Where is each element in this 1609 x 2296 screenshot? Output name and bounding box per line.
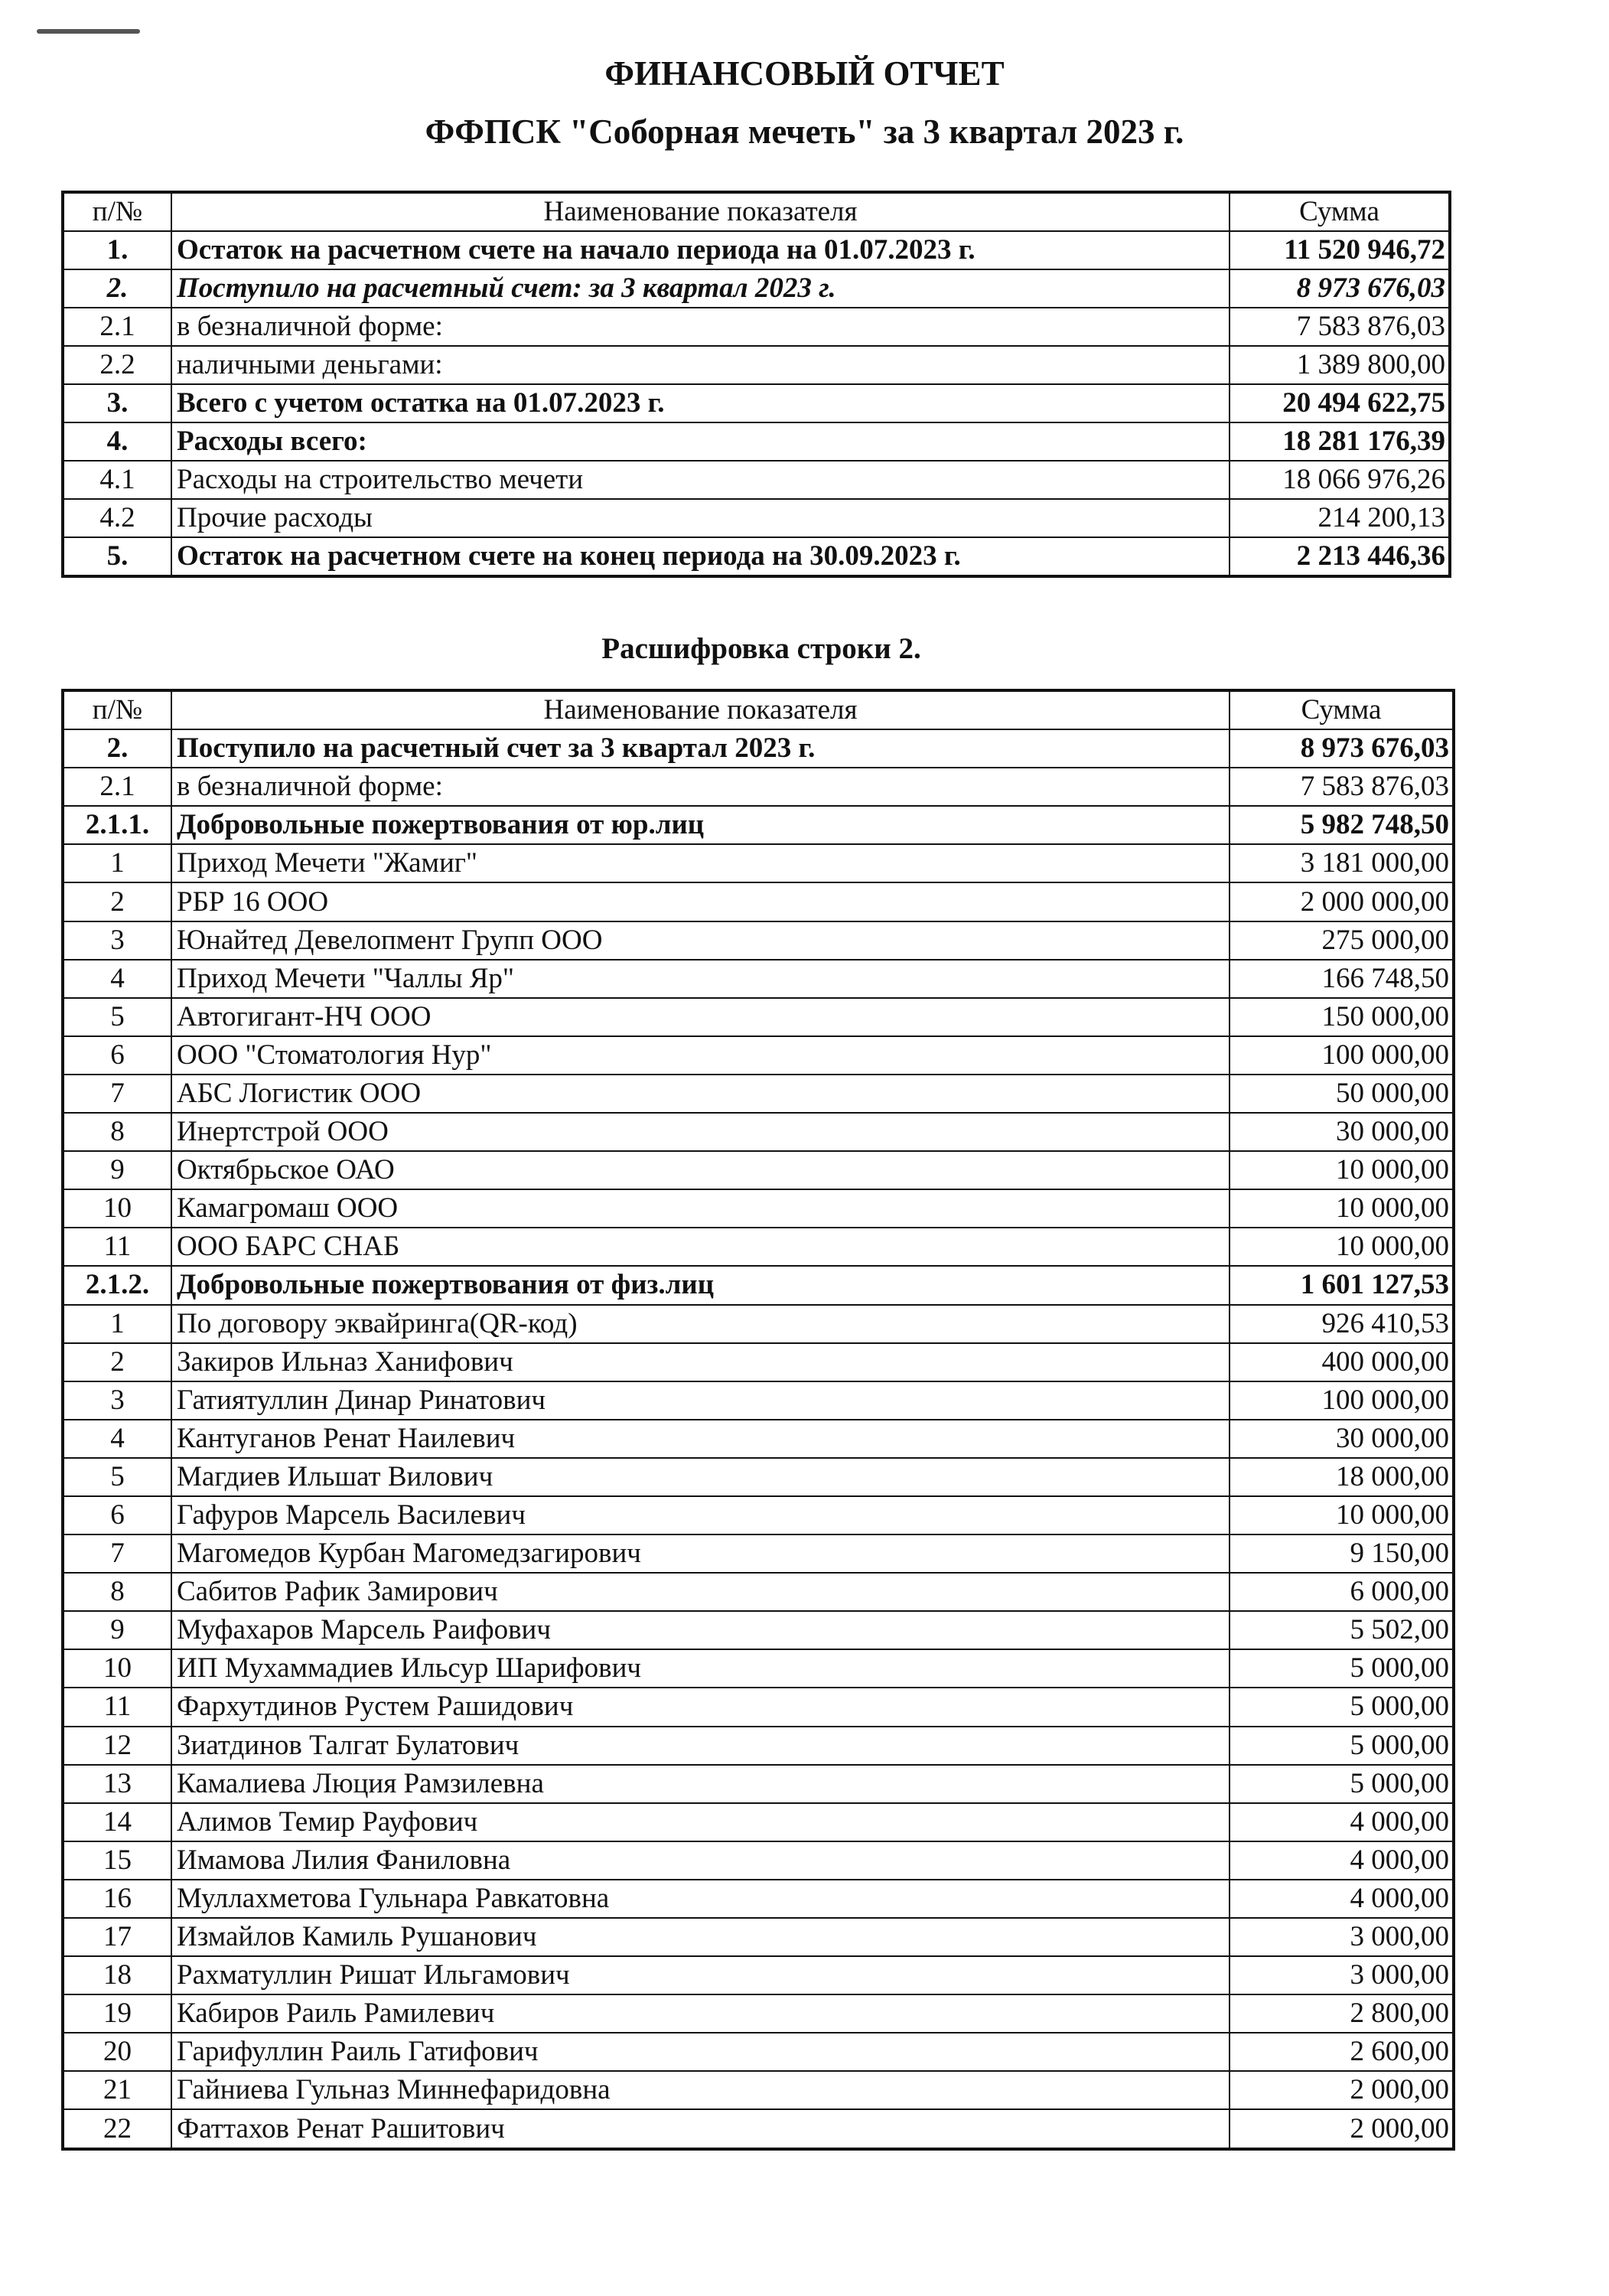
table-row bbox=[63, 1688, 1454, 1726]
row-number: 4.1 bbox=[63, 461, 171, 499]
row-name: наличными деньгами: bbox=[171, 346, 1230, 384]
row-number: 22 bbox=[63, 2109, 171, 2148]
row-number: 2.1.1. bbox=[63, 806, 171, 844]
table-row bbox=[63, 1611, 1454, 1649]
row-number: 17 bbox=[63, 1918, 171, 1956]
table-row bbox=[63, 1994, 1454, 2033]
table-row bbox=[63, 269, 1450, 308]
table-row bbox=[63, 768, 1454, 806]
row-sum: 2 000,00 bbox=[1230, 2109, 1454, 2148]
row-name: Измайлов Камиль Рушанович bbox=[171, 1918, 1230, 1956]
row-sum: 9 150,00 bbox=[1230, 1534, 1454, 1573]
row-sum: 214 200,13 bbox=[1230, 499, 1450, 537]
row-number: 5 bbox=[63, 998, 171, 1036]
table-row bbox=[63, 1534, 1454, 1573]
row-sum: 926 410,53 bbox=[1230, 1305, 1454, 1343]
table-row bbox=[63, 1956, 1454, 1994]
row-name: Имамова Лилия Фаниловна bbox=[171, 1841, 1230, 1880]
table-row bbox=[63, 1151, 1454, 1189]
row-sum: 20 494 622,75 bbox=[1230, 384, 1450, 422]
row-name: Кабиров Раиль Рамилевич bbox=[171, 1994, 1230, 2033]
row-number: 4. bbox=[63, 422, 171, 461]
row-name: Поступило на расчетный счет: за 3 квартал 2023 г. bbox=[171, 269, 1230, 308]
row-number: 15 bbox=[63, 1841, 171, 1880]
row-number: 13 bbox=[63, 1765, 171, 1803]
row-sum: 100 000,00 bbox=[1230, 1381, 1454, 1420]
row-number: 4 bbox=[63, 1420, 171, 1458]
row-name: Закиров Ильназ Ханифович bbox=[171, 1343, 1230, 1381]
table-row bbox=[63, 729, 1454, 768]
table-row bbox=[63, 806, 1454, 844]
row-number: 3 bbox=[63, 921, 171, 960]
table-row bbox=[63, 1075, 1454, 1113]
row-sum: 4 000,00 bbox=[1230, 1803, 1454, 1841]
row-sum: 150 000,00 bbox=[1230, 998, 1454, 1036]
row-name: Гайниева Гульназ Миннефаридовна bbox=[171, 2071, 1230, 2109]
table-row bbox=[63, 1727, 1454, 1765]
row-sum: 18 066 976,26 bbox=[1230, 461, 1450, 499]
row-number: 18 bbox=[63, 1956, 171, 1994]
row-sum: 275 000,00 bbox=[1230, 921, 1454, 960]
row-name: Кантуганов Ренат Наилевич bbox=[171, 1420, 1230, 1458]
row-number: 10 bbox=[63, 1649, 171, 1688]
row-name: Муллахметова Гульнара Равкатовна bbox=[171, 1880, 1230, 1918]
table-row bbox=[63, 1880, 1454, 1918]
row-name: ООО БАРС СНАБ bbox=[171, 1228, 1230, 1266]
row-name: Инертстрой ООО bbox=[171, 1113, 1230, 1151]
row-name: Поступило на расчетный счет за 3 квартал 2023 г. bbox=[171, 729, 1230, 768]
row-sum: 7 583 876,03 bbox=[1230, 308, 1450, 346]
row-name: Добровольные пожертвования от физ.лиц bbox=[171, 1266, 1230, 1304]
table-row bbox=[63, 1420, 1454, 1458]
row-name: Приход Мечети "Чаллы Яр" bbox=[171, 960, 1230, 998]
row-name: Гатиятуллин Динар Ринатович bbox=[171, 1381, 1230, 1420]
row-sum: 100 000,00 bbox=[1230, 1036, 1454, 1075]
row-sum: 5 000,00 bbox=[1230, 1765, 1454, 1803]
row-number: 14 bbox=[63, 1803, 171, 1841]
row-name: Фархутдинов Рустем Рашидович bbox=[171, 1688, 1230, 1726]
row-sum: 2 000 000,00 bbox=[1230, 882, 1454, 921]
row-name: Магомедов Курбан Магомедзагирович bbox=[171, 1534, 1230, 1573]
row-sum: 5 982 748,50 bbox=[1230, 806, 1454, 844]
section-heading: Расшифровка строки 2. bbox=[601, 632, 921, 665]
table-row bbox=[63, 2033, 1454, 2071]
row-number: 12 bbox=[63, 1727, 171, 1765]
row-name: Прочие расходы bbox=[171, 499, 1230, 537]
row-name: в безналичной форме: bbox=[171, 308, 1230, 346]
row-number: 2.2 bbox=[63, 346, 171, 384]
row-sum: 1 389 800,00 bbox=[1230, 346, 1450, 384]
row-sum: 2 600,00 bbox=[1230, 2033, 1454, 2071]
row-sum: 5 000,00 bbox=[1230, 1649, 1454, 1688]
row-name: Рахматуллин Ришат Ильгамович bbox=[171, 1956, 1230, 1994]
row-name: Расходы всего: bbox=[171, 422, 1230, 461]
table-row bbox=[63, 384, 1450, 422]
table-row bbox=[63, 346, 1450, 384]
row-name: Автогигант-НЧ ООО bbox=[171, 998, 1230, 1036]
row-number: 2. bbox=[63, 269, 171, 308]
row-sum: 4 000,00 bbox=[1230, 1880, 1454, 1918]
table-row bbox=[63, 1458, 1454, 1496]
table-row bbox=[63, 422, 1450, 461]
row-sum: 3 000,00 bbox=[1230, 1918, 1454, 1956]
row-number: 2.1.2. bbox=[63, 1266, 171, 1304]
row-name: Камагромаш ООО bbox=[171, 1189, 1230, 1228]
table-row bbox=[63, 1036, 1454, 1075]
scan-artifact-mark bbox=[37, 29, 140, 34]
report-subtitle: ФФПСК "Соборная мечеть" за 3 квартал 2023 г. bbox=[425, 113, 1184, 151]
row-number: 9 bbox=[63, 1151, 171, 1189]
breakdown-table bbox=[61, 689, 1455, 2151]
row-number: 5 bbox=[63, 1458, 171, 1496]
row-number: 8 bbox=[63, 1113, 171, 1151]
row-name: АБС Логистик ООО bbox=[171, 1075, 1230, 1113]
row-sum: 10 000,00 bbox=[1230, 1228, 1454, 1266]
row-name: в безналичной форме: bbox=[171, 768, 1230, 806]
row-number: 6 bbox=[63, 1496, 171, 1534]
row-sum: 5 000,00 bbox=[1230, 1727, 1454, 1765]
row-number: 7 bbox=[63, 1075, 171, 1113]
row-name: Магдиев Ильшат Вилович bbox=[171, 1458, 1230, 1496]
row-number: 2. bbox=[63, 729, 171, 768]
table-row bbox=[63, 1305, 1454, 1343]
row-name: Всего с учетом остатка на 01.07.2023 г. bbox=[171, 384, 1230, 422]
row-sum: 2 213 446,36 bbox=[1230, 537, 1450, 576]
row-sum: 7 583 876,03 bbox=[1230, 768, 1454, 806]
row-number: 6 bbox=[63, 1036, 171, 1075]
table-row bbox=[63, 231, 1450, 269]
table-header-row bbox=[63, 192, 1450, 231]
table-row bbox=[63, 1228, 1454, 1266]
table-row bbox=[63, 1649, 1454, 1688]
table-row bbox=[63, 1803, 1454, 1841]
row-sum: 18 281 176,39 bbox=[1230, 422, 1450, 461]
header-sum: Сумма bbox=[1230, 192, 1450, 231]
table-row bbox=[63, 921, 1454, 960]
row-number: 2.1 bbox=[63, 768, 171, 806]
row-number: 16 bbox=[63, 1880, 171, 1918]
row-sum: 11 520 946,72 bbox=[1230, 231, 1450, 269]
row-sum: 18 000,00 bbox=[1230, 1458, 1454, 1496]
row-number: 8 bbox=[63, 1573, 171, 1611]
table-row bbox=[63, 499, 1450, 537]
table-row bbox=[63, 960, 1454, 998]
row-number: 1. bbox=[63, 231, 171, 269]
row-number: 4.2 bbox=[63, 499, 171, 537]
row-number: 4 bbox=[63, 960, 171, 998]
header-name: Наименование показателя bbox=[171, 690, 1230, 729]
table-row bbox=[63, 461, 1450, 499]
row-sum: 2 000,00 bbox=[1230, 2071, 1454, 2109]
row-number: 21 bbox=[63, 2071, 171, 2109]
row-sum: 5 502,00 bbox=[1230, 1611, 1454, 1649]
row-number: 1 bbox=[63, 1305, 171, 1343]
row-sum: 8 973 676,03 bbox=[1230, 269, 1450, 308]
header-number: п/№ bbox=[63, 192, 171, 231]
row-sum: 3 000,00 bbox=[1230, 1956, 1454, 1994]
row-name: Добровольные пожертвования от юр.лиц bbox=[171, 806, 1230, 844]
row-name: Октябрьское ОАО bbox=[171, 1151, 1230, 1189]
row-name: РБР 16 ООО bbox=[171, 882, 1230, 921]
table-row bbox=[63, 1113, 1454, 1151]
row-number: 7 bbox=[63, 1534, 171, 1573]
row-sum: 10 000,00 bbox=[1230, 1496, 1454, 1534]
row-sum: 10 000,00 bbox=[1230, 1151, 1454, 1189]
table-row bbox=[63, 844, 1454, 882]
row-sum: 50 000,00 bbox=[1230, 1075, 1454, 1113]
row-number: 3. bbox=[63, 384, 171, 422]
row-name: Гарифуллин Раиль Гатифович bbox=[171, 2033, 1230, 2071]
row-number: 3 bbox=[63, 1381, 171, 1420]
table-row bbox=[63, 1765, 1454, 1803]
row-number: 19 bbox=[63, 1994, 171, 2033]
row-number: 9 bbox=[63, 1611, 171, 1649]
row-number: 20 bbox=[63, 2033, 171, 2071]
row-number: 2.1 bbox=[63, 308, 171, 346]
row-sum: 30 000,00 bbox=[1230, 1113, 1454, 1151]
row-sum: 4 000,00 bbox=[1230, 1841, 1454, 1880]
table-row bbox=[63, 1266, 1454, 1304]
row-name: Сабитов Рафик Замирович bbox=[171, 1573, 1230, 1611]
row-name: Зиатдинов Талгат Булатович bbox=[171, 1727, 1230, 1765]
row-name: Расходы на строительство мечети bbox=[171, 461, 1230, 499]
row-number: 11 bbox=[63, 1228, 171, 1266]
table-row bbox=[63, 2109, 1454, 2148]
row-number: 2 bbox=[63, 1343, 171, 1381]
table-row bbox=[63, 1189, 1454, 1228]
row-name: Остаток на расчетном счете на начало периода на 01.07.2023 г. bbox=[171, 231, 1230, 269]
row-name: Алимов Темир Рауфович bbox=[171, 1803, 1230, 1841]
row-sum: 3 181 000,00 bbox=[1230, 844, 1454, 882]
row-sum: 10 000,00 bbox=[1230, 1189, 1454, 1228]
row-name: Камалиева Люция Рамзилевна bbox=[171, 1765, 1230, 1803]
row-number: 1 bbox=[63, 844, 171, 882]
table-header-row bbox=[63, 690, 1454, 729]
row-name: Юнайтед Девелопмент Групп ООО bbox=[171, 921, 1230, 960]
row-sum: 166 748,50 bbox=[1230, 960, 1454, 998]
row-sum: 2 800,00 bbox=[1230, 1994, 1454, 2033]
row-name: ИП Мухаммадиев Ильсур Шарифович bbox=[171, 1649, 1230, 1688]
row-number: 11 bbox=[63, 1688, 171, 1726]
summary-table bbox=[61, 191, 1451, 578]
table-row bbox=[63, 1496, 1454, 1534]
row-sum: 400 000,00 bbox=[1230, 1343, 1454, 1381]
row-name: ООО "Стоматология Нур" bbox=[171, 1036, 1230, 1075]
row-sum: 30 000,00 bbox=[1230, 1420, 1454, 1458]
row-number: 10 bbox=[63, 1189, 171, 1228]
header-number: п/№ bbox=[63, 690, 171, 729]
row-number: 2 bbox=[63, 882, 171, 921]
table-row bbox=[63, 1918, 1454, 1956]
table-row bbox=[63, 2071, 1454, 2109]
row-name: Приход Мечети "Жамиг" bbox=[171, 844, 1230, 882]
table-row bbox=[63, 1573, 1454, 1611]
row-name: Муфахаров Марсель Раифович bbox=[171, 1611, 1230, 1649]
table-row bbox=[63, 308, 1450, 346]
header-name: Наименование показателя bbox=[171, 192, 1230, 231]
row-sum: 6 000,00 bbox=[1230, 1573, 1454, 1611]
row-sum: 1 601 127,53 bbox=[1230, 1266, 1454, 1304]
row-sum: 8 973 676,03 bbox=[1230, 729, 1454, 768]
row-name: Остаток на расчетном счете на конец периода на 30.09.2023 г. bbox=[171, 537, 1230, 576]
report-title: ФИНАНСОВЫЙ ОТЧЕТ bbox=[604, 54, 1005, 93]
table-row bbox=[63, 1343, 1454, 1381]
table-row bbox=[63, 1841, 1454, 1880]
row-sum: 5 000,00 bbox=[1230, 1688, 1454, 1726]
row-number: 5. bbox=[63, 537, 171, 576]
table-row bbox=[63, 1381, 1454, 1420]
row-name: Гафуров Марсель Василевич bbox=[171, 1496, 1230, 1534]
table-row bbox=[63, 537, 1450, 576]
table-row bbox=[63, 998, 1454, 1036]
table-row bbox=[63, 882, 1454, 921]
header-sum: Сумма bbox=[1230, 690, 1454, 729]
row-name: По договору эквайринга(QR-код) bbox=[171, 1305, 1230, 1343]
row-name: Фаттахов Ренат Рашитович bbox=[171, 2109, 1230, 2148]
